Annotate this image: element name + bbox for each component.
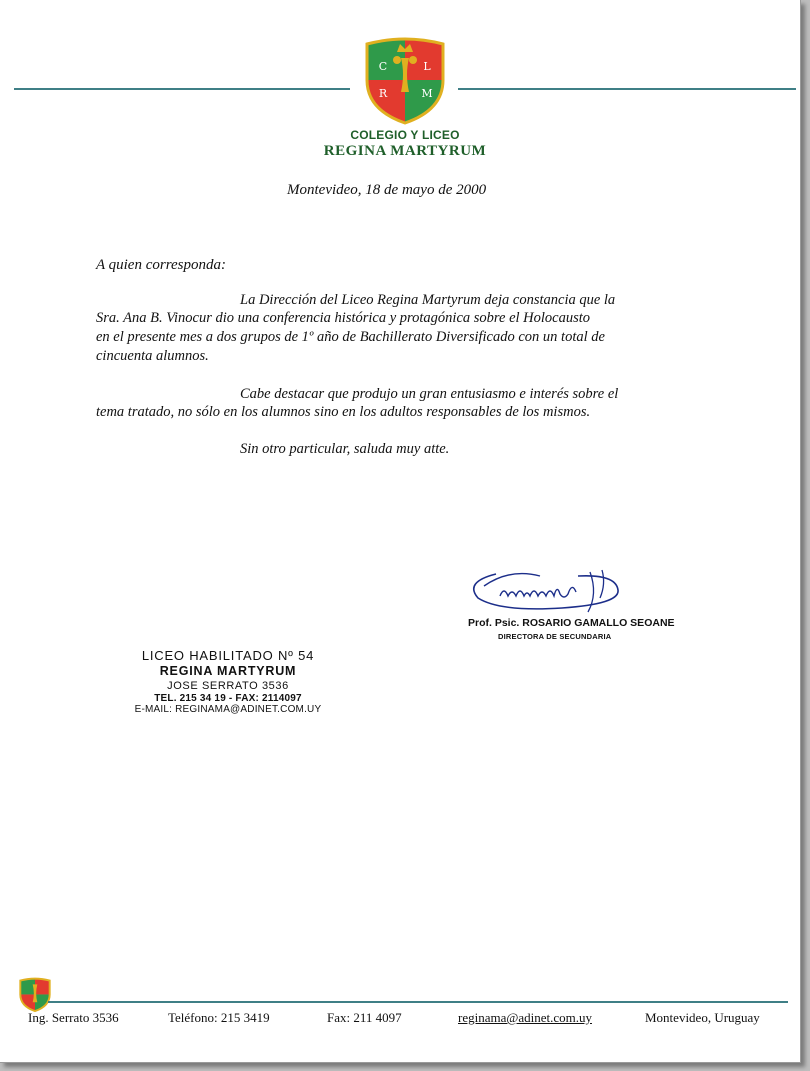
footer-address: Ing. Serrato 3536 (28, 1010, 119, 1025)
footer-fax: Fax: 211 4097 (327, 1010, 402, 1025)
letter-closing: Sin otro particular, saluda muy atte. (240, 441, 450, 457)
school-name-line2: REGINA MARTYRUM (323, 143, 487, 159)
crest-logo-icon (361, 30, 449, 125)
stamp-line2: REGINA MARTYRUM (159, 664, 297, 678)
crest-letter-c: C (378, 60, 388, 73)
paragraph1-line3: en el presente mes a dos grupos de 1º año de Bachillerato Diversificado con un total de (96, 329, 605, 345)
paragraph1-line2: Sra. Ana B. Vinocur dio una conferencia histórica y protagónica sobre el Holocausto (96, 310, 591, 326)
paragraph1-line4: cincuenta alumnos. (96, 348, 209, 364)
crest-letter-m: M (421, 87, 433, 100)
signer-name: Prof. Psic. ROSARIO GAMALLO SEOANE (468, 617, 675, 629)
letter-date: Montevideo, 18 de mayo de 2000 (287, 182, 487, 198)
stamp-line1: LICEO HABILITADO Nº 54 (141, 648, 315, 663)
footer-rule (48, 1001, 788, 1003)
paragraph1-line1: La Dirección del Liceo Regina Martyrum deja constancia que la (240, 292, 616, 308)
paragraph2-line1: Cabe destacar que produjo un gran entusiasmo e interés sobre el (240, 386, 619, 402)
footer-phone: Teléfono: 215 3419 (168, 1010, 270, 1025)
crest-letter-l: L (423, 60, 431, 73)
paragraph2-line2: tema tratado, no sólo en los alumnos sino en los adultos responsables de los mismos. (96, 404, 591, 420)
stamp-line4: TEL. 215 34 19 - FAX: 2114097 (154, 693, 302, 704)
stamp-line5: E-MAIL: REGINAMA@ADINET.COM.UY (134, 704, 322, 715)
school-stamp (130, 648, 326, 715)
crest-small-icon (18, 975, 52, 1012)
header-rule-right (458, 88, 796, 90)
header-rule-left (14, 88, 350, 90)
stamp-line3: JOSE SERRATO 3536 (167, 680, 289, 692)
footer-city: Montevideo, Uruguay (645, 1010, 760, 1025)
school-name-line1: COLEGIO Y LICEO (350, 128, 460, 142)
signer-title: DIRECTORA DE SECUNDARIA (498, 632, 612, 641)
letter-salutation: A quien corresponda: (96, 257, 226, 273)
handwritten-signature (470, 564, 630, 620)
crest-letter-r: R (378, 87, 388, 100)
footer-email-link[interactable]: reginama@adinet.com.uy (458, 1010, 592, 1025)
